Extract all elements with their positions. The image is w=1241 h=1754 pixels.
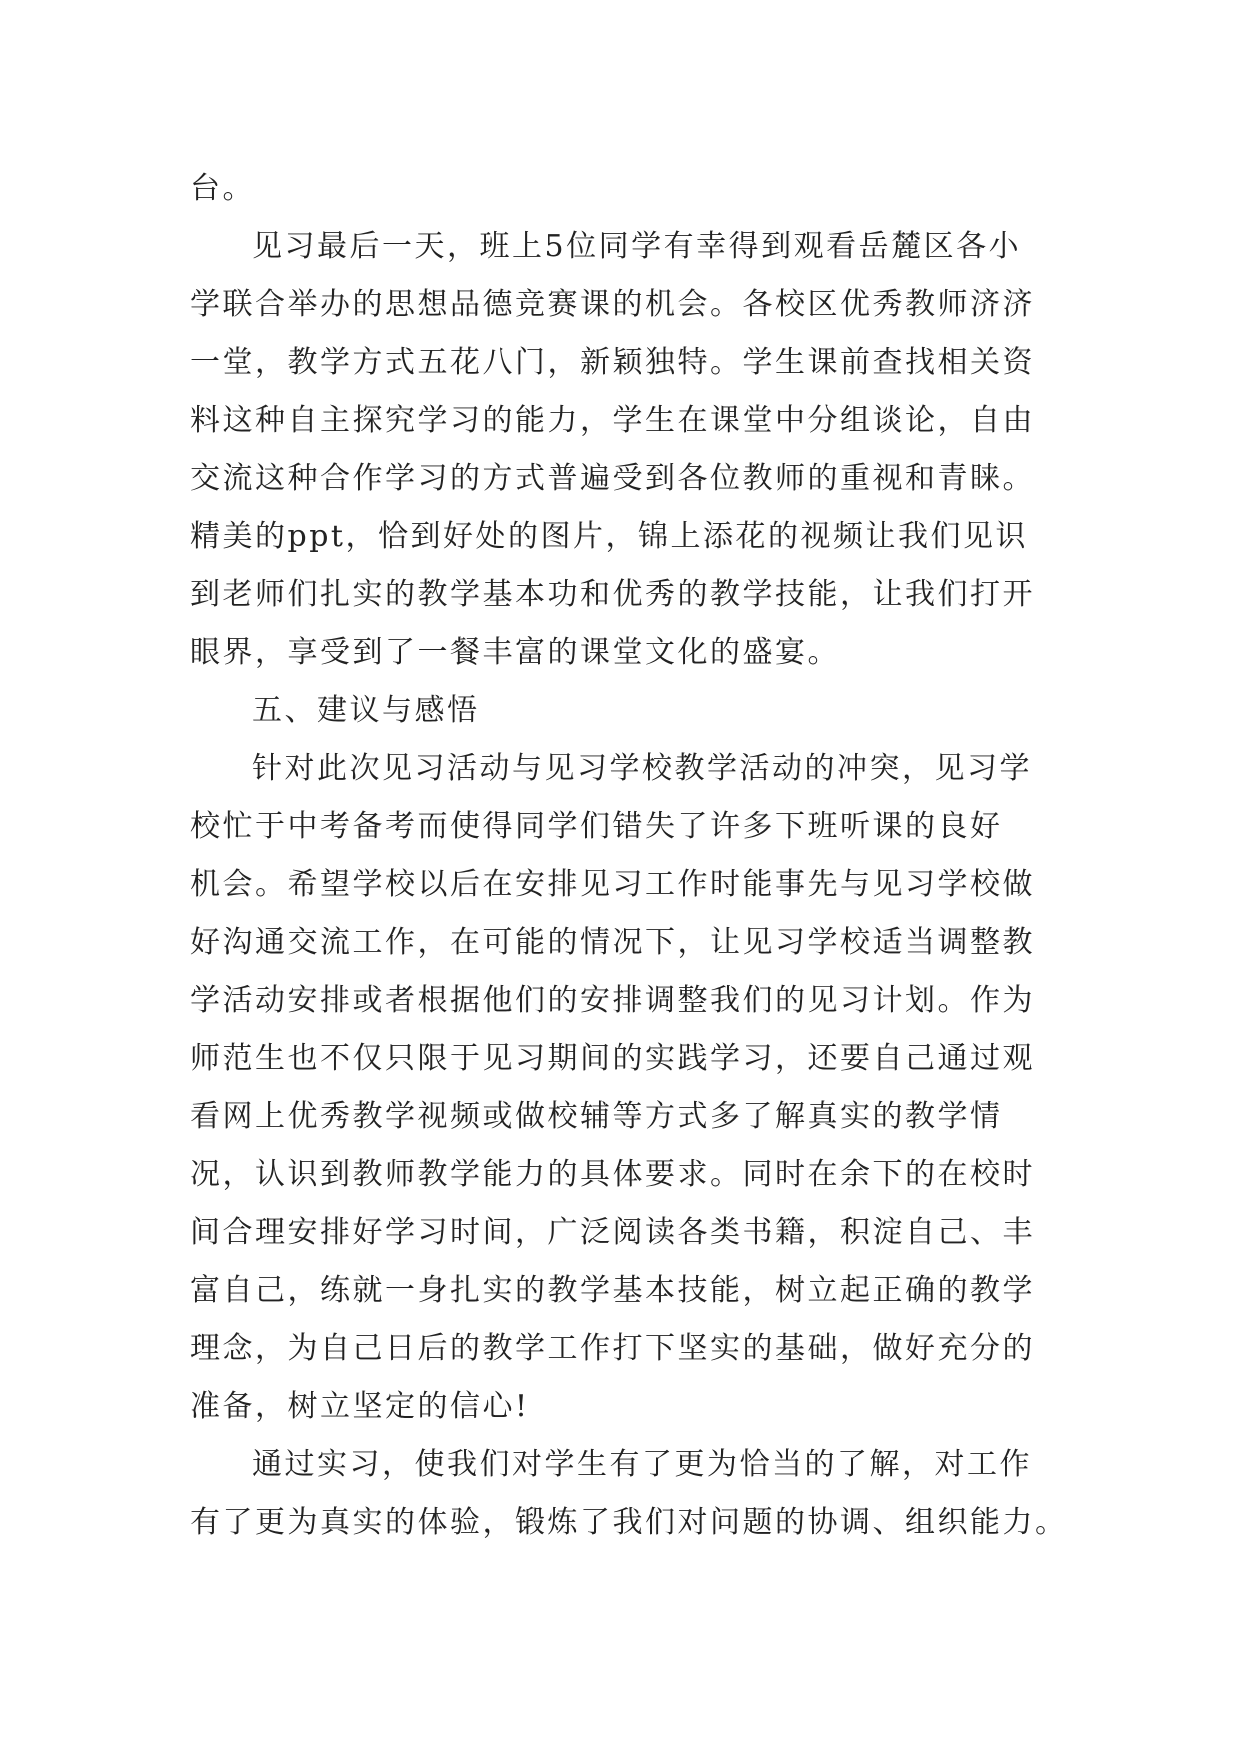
text-line: 一堂，教学方式五花八门，新颖独特。学生课前查找相关资: [190, 345, 1035, 380]
text-line: 间合理安排好学习时间，广泛阅读各类书籍，积淀自己、丰: [190, 1215, 1035, 1250]
text-line: 准备，树立坚定的信心!: [190, 1389, 530, 1424]
text-line: 好沟通交流工作，在可能的情况下，让见习学校适当调整教: [190, 925, 1035, 960]
text-line: 台。: [190, 171, 255, 206]
text-line: 师范生也不仅只限于见习期间的实践学习，还要自己通过观: [190, 1041, 1035, 1076]
text-line: 况，认识到教师教学能力的具体要求。同时在余下的在校时: [190, 1157, 1035, 1192]
text-line: 精美的ppt，恰到好处的图片，锦上添花的视频让我们见识: [190, 519, 1028, 554]
paragraph-first-line: 针对此次见习活动与见习学校教学活动的冲突，见习学: [252, 751, 1032, 786]
text-line: 交流这种合作学习的方式普遍受到各位教师的重视和青睐。: [190, 461, 1035, 496]
text-line: 学联合举办的思想品德竞赛课的机会。各校区优秀教师济济: [190, 287, 1035, 322]
text-line: 富自己，练就一身扎实的教学基本技能，树立起正确的教学: [190, 1273, 1035, 1308]
text-line: 校忙于中考备考而使得同学们错失了许多下班听课的良好: [190, 809, 1003, 844]
paragraph-first-line: 通过实习，使我们对学生有了更为恰当的了解，对工作: [252, 1447, 1032, 1482]
text-line: 理念，为自己日后的教学工作打下坚实的基础，做好充分的: [190, 1331, 1035, 1366]
body-text: [190, 160, 1070, 1552]
text-line: 到老师们扎实的教学基本功和优秀的教学技能，让我们打开: [190, 577, 1035, 612]
paragraph-first-line: 见习最后一天，班上5位同学有幸得到观看岳麓区各小: [252, 229, 1022, 264]
text-line: 机会。希望学校以后在安排见习工作时能事先与见习学校做: [190, 867, 1035, 902]
section-heading: 五、建议与感悟: [252, 693, 480, 728]
text-line: 料这种自主探究学习的能力，学生在课堂中分组谈论，自由: [190, 403, 1035, 438]
text-line: 眼界，享受到了一餐丰富的课堂文化的盛宴。: [190, 635, 840, 670]
text-line: 学活动安排或者根据他们的安排调整我们的见习计划。作为: [190, 983, 1035, 1018]
text-line: 有了更为真实的体验，锻炼了我们对问题的协调、组织能力。: [190, 1505, 1068, 1540]
text-line: 看网上优秀教学视频或做校辅等方式多了解真实的教学情: [190, 1099, 1003, 1134]
